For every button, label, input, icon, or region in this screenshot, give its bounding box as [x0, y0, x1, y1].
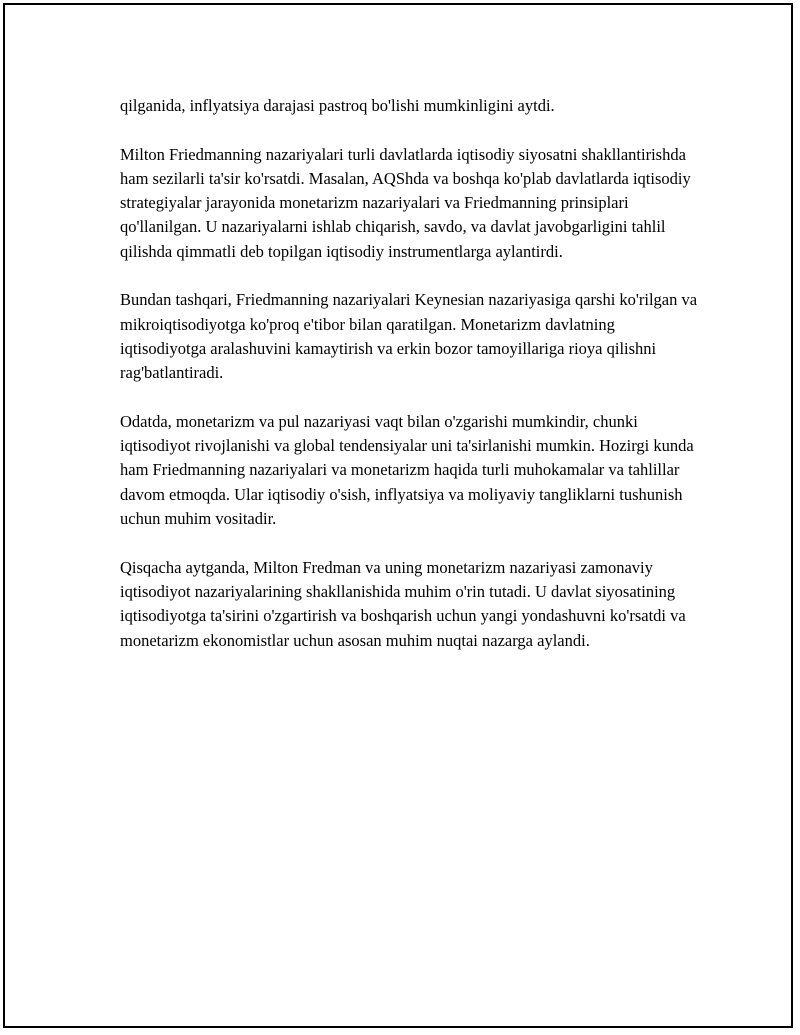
- paragraph-1: qilganida, inflyatsiya darajasi pastroq bo'lishi mumkinligini aytdi.: [120, 96, 555, 115]
- paragraph-4: Odatda, monetarizm va pul nazariyasi vaqt bilan o'zgarishi mumkindir, chunki iqtisodiyot rivojlanishi va global tendensiyalar uni ta'sirlanishi mumkin. Hozirgi kunda ham Friedmanning nazariyalari va monetarizm haqida turli muhokamalar va tahlillar davom etmoqda. Ular iqtisodiy o'sish, inflyatsiya va moliyaviy tangliklarni tushunish uchun muhim vositadir.: [120, 411, 694, 529]
- paragraph-5: Qisqacha aytganda, Milton Fredman va uning monetarizm nazariyasi zamonaviy iqtisodiyot nazariyalarining shakllanishida muhim o'rin tutadi. U davlat siyosatining iqtisodiyotga ta'sirini o'zgartirish va boshqarish uchun yangi yondashuvni ko'rsatdi va monetarizm ekonomistlar uchun asosan muhim nuqtai nazarga aylandi.: [120, 557, 686, 650]
- document-body: [120, 94, 700, 677]
- paragraph-3: Bundan tashqari, Friedmanning nazariyalari Keynesian nazariyasiga qarshi ko'rilgan va mikroiqtisodiyotga ko'proq e'tibor bilan qaratilgan. Monetarizm davlatning iqtisodiyotga aralashuvini kamaytirish va erkin bozor tamoyillariga rioya qilishni rag'batlantiradi.: [120, 290, 698, 383]
- document-page: [3, 3, 793, 1028]
- paragraph-2: Milton Friedmanning nazariyalari turli davlatlarda iqtisodiy siyosatni shakllantirishda ham sezilarli ta'sir ko'rsatdi. Masalan, AQShda va boshqa ko'plab davlatlarda iqtisodiy strategiyalar jarayonida monetarizm nazariyalari va Friedmanning prinsiplari qo'llanilgan. U nazariyalarni ishlab chiqarish, savdo, va davlat javobgarligini tahlil qilishda qimmatli deb topilgan iqtisodiy instrumentlarga aylantirdi.: [120, 144, 691, 261]
